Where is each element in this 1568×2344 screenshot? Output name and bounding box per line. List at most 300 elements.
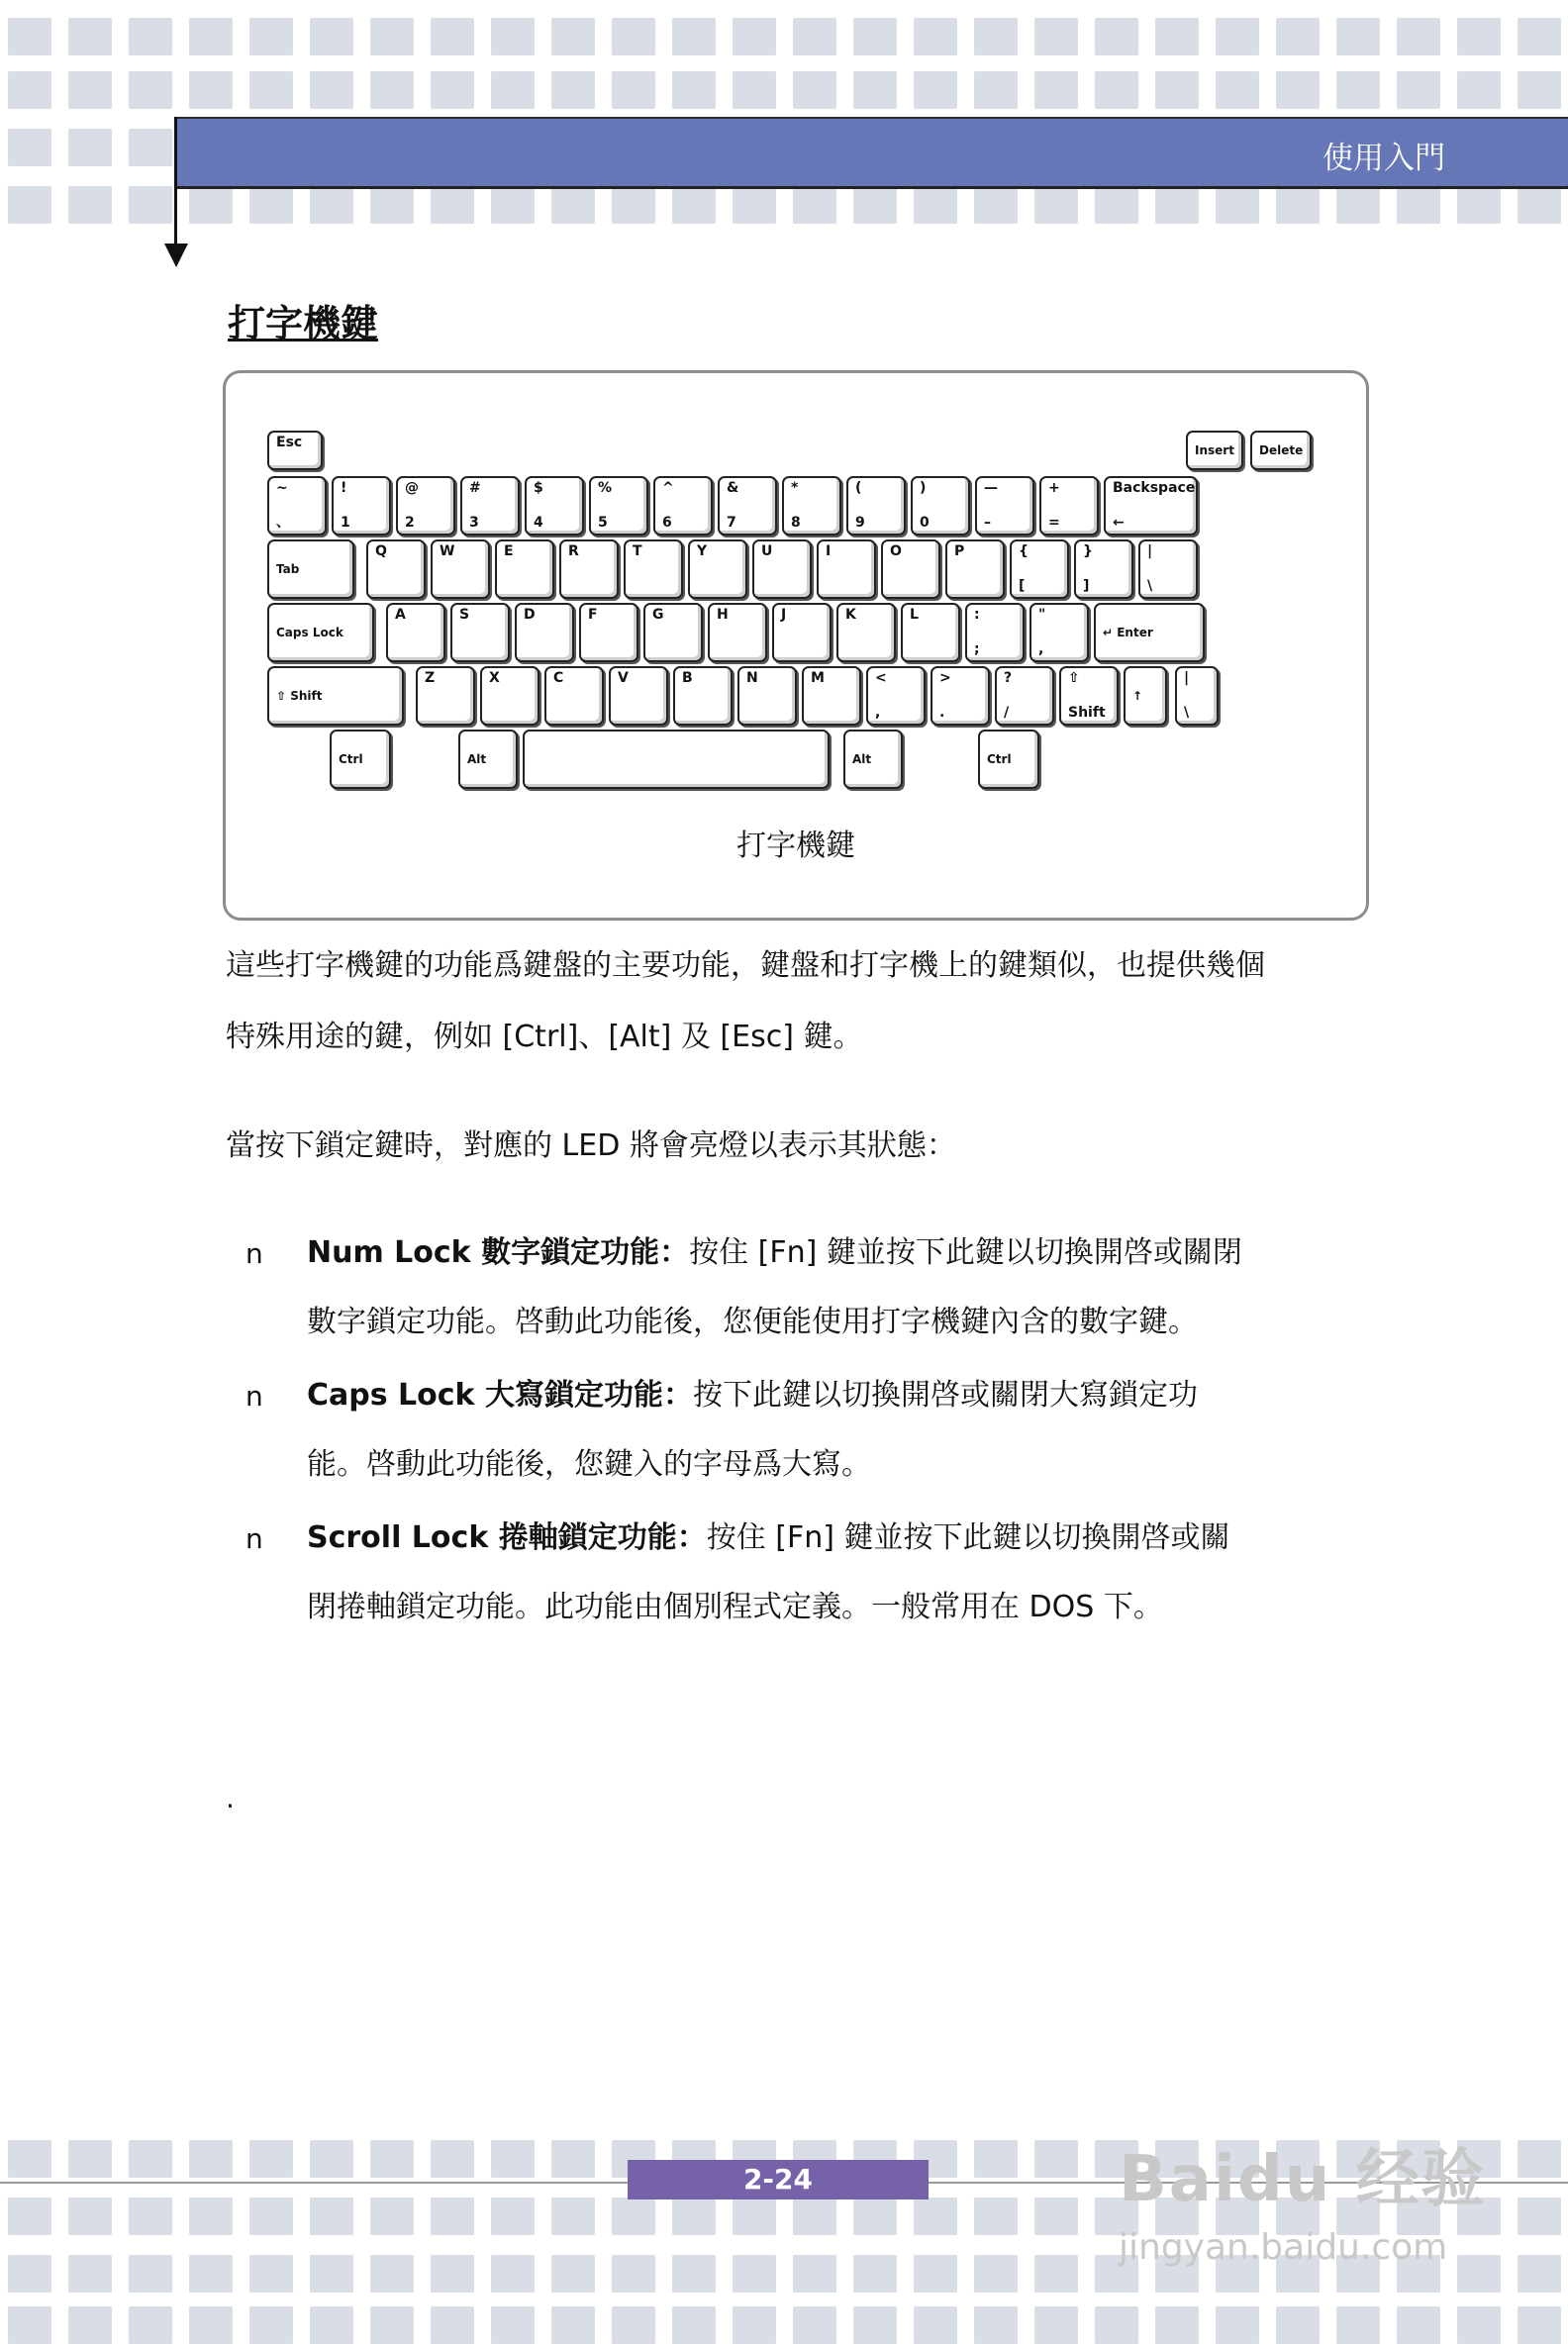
key-label: H: [717, 607, 729, 623]
tile: [68, 129, 112, 166]
key: [609, 666, 668, 726]
key: [589, 476, 648, 536]
key-arrow-up: [1124, 666, 1167, 726]
tile: [8, 2198, 51, 2235]
tile: [8, 18, 51, 55]
tile: [8, 2306, 51, 2344]
header-vertical-line: [174, 117, 177, 245]
figure-caption: 打字機鍵: [736, 829, 855, 863]
tile: [310, 2306, 353, 2344]
key: [624, 539, 683, 599]
key: [836, 603, 896, 662]
tile: [1155, 18, 1199, 55]
tile: [1397, 2306, 1440, 2344]
tile: [249, 186, 293, 224]
key-label: /: [1004, 705, 1010, 721]
key-caps-lock: [267, 603, 374, 662]
key: [881, 539, 940, 599]
tile: [612, 186, 655, 224]
paragraph-2: 當按下鎖定鍵時，對應的 LED 將會亮燈以表示其狀態：: [226, 1128, 956, 1163]
keyboard-figure: [223, 370, 1369, 921]
tile: [431, 2198, 474, 2235]
key-label: Insert: [1195, 443, 1234, 457]
key-label: ): [920, 480, 927, 496]
tile: [672, 18, 716, 55]
tile: [672, 2306, 716, 2344]
tile: [612, 18, 655, 55]
tile: [1336, 71, 1380, 109]
key-label: ↵ Enter: [1103, 626, 1153, 639]
key: [332, 476, 391, 536]
key-label: ⇧: [1068, 670, 1080, 686]
tile: [310, 71, 353, 109]
tile-row: [0, 2306, 1568, 2344]
key-label: B: [682, 670, 693, 686]
key-label: ←: [1113, 515, 1125, 531]
tile: [249, 18, 293, 55]
tile: [370, 18, 414, 55]
tile: [1276, 2306, 1320, 2344]
tile: [129, 186, 172, 224]
bullet-caps-lock-line-1: [307, 1378, 1198, 1414]
tile: [1518, 2198, 1561, 2235]
tile: [491, 71, 535, 109]
key: [846, 476, 906, 536]
tile: [612, 2255, 655, 2293]
tile: [1034, 2198, 1078, 2235]
key-label: ?: [1004, 670, 1013, 686]
key-label: :: [974, 607, 980, 623]
key-label: P: [954, 543, 965, 559]
tile: [370, 71, 414, 109]
key-enter: [1094, 603, 1205, 662]
key-label: Alt: [852, 752, 872, 766]
tile: [1034, 2140, 1078, 2178]
tile: [129, 2255, 172, 2293]
key: [1029, 603, 1089, 662]
tile: [853, 2198, 897, 2235]
tile: [551, 2198, 595, 2235]
key: [396, 476, 455, 536]
tile: [8, 71, 51, 109]
bullet-text: 按住 [Fn] 鍵並按下此鍵以切換開啓或關閉: [689, 1235, 1242, 1270]
key-label: S: [459, 607, 470, 623]
key-label: +: [1048, 480, 1060, 496]
key-label: U: [761, 543, 773, 559]
tile: [793, 2306, 836, 2344]
tile: [551, 186, 595, 224]
tile: [853, 18, 897, 55]
key: [901, 603, 960, 662]
tile: [129, 2306, 172, 2344]
tile: [310, 2198, 353, 2235]
key: [495, 539, 554, 599]
tile: [793, 18, 836, 55]
key: [460, 476, 520, 536]
key-label: Alt: [467, 752, 487, 766]
key-label: R: [568, 543, 579, 559]
key-label: Esc: [276, 435, 303, 450]
key-label: [: [1019, 578, 1026, 594]
key-label: <: [875, 670, 887, 686]
tile: [914, 71, 957, 109]
key: [911, 476, 970, 536]
key: [559, 539, 619, 599]
tile: [793, 71, 836, 109]
tile: [733, 186, 776, 224]
tile: [491, 2255, 535, 2293]
section-title: 打字機鍵: [228, 302, 379, 345]
key-label: —: [984, 480, 998, 496]
key-ctrl-left: [330, 730, 391, 789]
tile: [1518, 2255, 1561, 2293]
tile: [1034, 18, 1078, 55]
tile: [1095, 2306, 1138, 2344]
tile: [974, 2198, 1018, 2235]
tile: [1095, 18, 1138, 55]
key-label: ;: [974, 641, 980, 657]
tile: [249, 2198, 293, 2235]
tile: [491, 2306, 535, 2344]
key: [1039, 476, 1099, 536]
key-label: V: [618, 670, 629, 686]
tile: [853, 2306, 897, 2344]
tile: [1155, 186, 1199, 224]
tile: [249, 2255, 293, 2293]
key-label: ,: [875, 705, 881, 721]
key: [708, 603, 767, 662]
key-label: Ctrl: [339, 752, 363, 766]
tile: [1457, 2306, 1501, 2344]
key-label: Q: [375, 543, 387, 559]
tile: [491, 186, 535, 224]
tile: [1216, 71, 1259, 109]
key-label: N: [746, 670, 758, 686]
tile: [974, 2306, 1018, 2344]
key-label: L: [910, 607, 919, 623]
tile: [491, 18, 535, 55]
tile: [129, 18, 172, 55]
key: [752, 539, 812, 599]
bullet-title: Num Lock 數字鎖定功能：: [307, 1235, 690, 1270]
tile: [249, 71, 293, 109]
key-insert: [1186, 431, 1243, 470]
key-label: %: [598, 480, 613, 496]
tile: [914, 18, 957, 55]
header-title: 使用入門: [1323, 141, 1445, 176]
key: [995, 666, 1054, 726]
tile: [491, 2198, 535, 2235]
tile: [370, 2306, 414, 2344]
paragraph-1-line-2: 特殊用途的鍵，例如 [Ctrl]、[Alt] 及 [Esc] 鍵。: [226, 1020, 863, 1054]
bullet-marker: n: [245, 1522, 263, 1555]
key: [802, 666, 861, 726]
bullet-caps-lock-line-2: 能。啓動此功能後，您鍵入的字母爲大寫。: [307, 1447, 871, 1482]
bullet-marker: n: [245, 1380, 263, 1413]
tile-row: [0, 18, 1568, 55]
key-label: ,: [1038, 641, 1044, 657]
keyboard-diagram: [226, 373, 1366, 809]
tile: [1336, 186, 1380, 224]
tile: [8, 129, 51, 166]
key-label: Tab: [276, 562, 300, 576]
tile: [733, 2306, 776, 2344]
key-backslash: [1175, 666, 1219, 726]
tile: [1518, 186, 1561, 224]
tile: [1216, 18, 1259, 55]
tile: [129, 71, 172, 109]
tile: [249, 2140, 293, 2178]
key-label: K: [845, 607, 856, 623]
bullet-text: 按住 [Fn] 鍵並按下此鍵以切換開啓或關: [706, 1520, 1230, 1555]
tile: [370, 2140, 414, 2178]
key-tab: [267, 539, 354, 599]
tile: [189, 71, 233, 109]
key-label: 9: [855, 515, 865, 531]
tile: [249, 2306, 293, 2344]
key-label: 4: [534, 515, 543, 531]
key: [416, 666, 475, 726]
key-label: 1: [341, 515, 350, 531]
tile: [431, 186, 474, 224]
tile: [310, 2140, 353, 2178]
key: [480, 666, 539, 726]
key: [579, 603, 638, 662]
tile: [551, 2255, 595, 2293]
tile: [1518, 2140, 1561, 2178]
key: [653, 476, 713, 536]
tile: [974, 2255, 1018, 2293]
key-label: T: [633, 543, 642, 559]
key-label: ^: [662, 480, 674, 496]
paragraph-1-line-1: 這些打字機鍵的功能爲鍵盤的主要功能，鍵盤和打字機上的鍵類似，也提供幾個: [226, 948, 1265, 983]
key: [366, 539, 426, 599]
tile: [370, 186, 414, 224]
tile: [1518, 18, 1561, 55]
key-esc: [267, 431, 323, 470]
key-label: J: [781, 607, 787, 623]
key-label: I: [826, 543, 832, 559]
tile: [853, 2255, 897, 2293]
tile: [1034, 2306, 1078, 2344]
tile: [68, 2255, 112, 2293]
key: [688, 539, 747, 599]
bullet-marker: n: [245, 1237, 263, 1270]
tile: [733, 2255, 776, 2293]
key-label: Backspace: [1113, 480, 1196, 496]
key-label: O: [890, 543, 902, 559]
tile: [1518, 2306, 1561, 2344]
tile: [68, 2306, 112, 2344]
tile: [8, 2140, 51, 2178]
tile: [733, 2198, 776, 2235]
key-label: 8: [791, 515, 801, 531]
tile: [189, 2140, 233, 2178]
key: [643, 603, 703, 662]
tile: [1457, 186, 1501, 224]
tile: [733, 18, 776, 55]
key-alt-left: [458, 730, 518, 789]
key: [817, 539, 876, 599]
tile: [310, 2255, 353, 2293]
tile: [8, 186, 51, 224]
tile: [370, 2255, 414, 2293]
key: [515, 603, 574, 662]
tile: [68, 71, 112, 109]
tile: [551, 71, 595, 109]
key-label: \: [1184, 705, 1190, 721]
tile: [1397, 186, 1440, 224]
tile: [68, 186, 112, 224]
key-label: X: [489, 670, 500, 686]
key-label: 2: [405, 515, 415, 531]
bullet-num-lock-line-2: 數字鎖定功能。啓動此功能後，您便能使用打字機鍵內含的數字鍵。: [307, 1305, 1198, 1339]
key-label: ]: [1083, 578, 1090, 594]
tile: [793, 2198, 836, 2235]
tile: [1095, 71, 1138, 109]
key-label: E: [504, 543, 514, 559]
bullet-num-lock-line-1: [307, 1235, 1242, 1271]
tile: [310, 186, 353, 224]
key-label: #: [469, 480, 481, 496]
tile: [1336, 18, 1380, 55]
tile: [129, 129, 172, 166]
key-space: [523, 730, 830, 789]
tile: [672, 2255, 716, 2293]
key-label: $: [534, 480, 543, 496]
key-shift-left: [267, 666, 404, 726]
bullet-title: Caps Lock 大寫鎖定功能：: [307, 1378, 693, 1413]
tile: [1276, 186, 1320, 224]
tile: [431, 71, 474, 109]
tile: [612, 2306, 655, 2344]
key-label: *: [791, 480, 799, 496]
tile: [431, 18, 474, 55]
tile: [1276, 18, 1320, 55]
key-label: A: [395, 607, 406, 623]
tile: [853, 71, 897, 109]
key: [931, 666, 990, 726]
key-label: ": [1038, 607, 1046, 623]
key-ctrl-right: [978, 730, 1039, 789]
key-label: .: [939, 705, 945, 721]
key-label: !: [341, 480, 347, 496]
key-label: ~: [276, 480, 288, 496]
tile: [672, 71, 716, 109]
key-label: {: [1019, 543, 1029, 559]
tile: [612, 71, 655, 109]
tile: [1155, 2306, 1199, 2344]
tile: [551, 18, 595, 55]
key: [737, 666, 797, 726]
key-label: Delete: [1259, 443, 1304, 457]
key: [965, 603, 1025, 662]
tile: [1457, 18, 1501, 55]
key: [1010, 539, 1069, 599]
key: [1138, 539, 1198, 599]
key: [450, 603, 510, 662]
key-delete: [1250, 431, 1312, 470]
down-arrow-icon: [164, 244, 188, 267]
tile: [189, 2306, 233, 2344]
key-label: M: [811, 670, 825, 686]
key: [866, 666, 926, 726]
tile: [68, 2198, 112, 2235]
tile: [1216, 2306, 1259, 2344]
key-label: –: [984, 515, 991, 531]
tile: [793, 186, 836, 224]
bullet-text: 按下此鍵以切換開啓或關閉大寫鎖定功: [692, 1378, 1198, 1413]
tile: [129, 2140, 172, 2178]
tile: [491, 2140, 535, 2178]
trailing-dot: .: [226, 1782, 235, 1814]
tile: [974, 71, 1018, 109]
page-number: 2-24: [628, 2160, 929, 2199]
tile: [974, 186, 1018, 224]
tile: [129, 2198, 172, 2235]
tile: [1095, 186, 1138, 224]
key-label: G: [652, 607, 664, 623]
key-label: 5: [598, 515, 608, 531]
key-label: &: [727, 480, 739, 496]
watermark-logo: Baidu 经验: [1119, 2143, 1487, 2216]
tile: [1034, 71, 1078, 109]
key-label: \: [1147, 578, 1153, 594]
key-label: 7: [727, 515, 736, 531]
key-label: 、: [276, 515, 290, 531]
key-label: =: [1048, 515, 1060, 531]
tile: [68, 2140, 112, 2178]
tile: [1034, 2255, 1078, 2293]
tile: [914, 2198, 957, 2235]
key-label: @: [405, 480, 419, 496]
key-label: Z: [425, 670, 436, 686]
bullet-title: Scroll Lock 捲軸鎖定功能：: [307, 1520, 707, 1555]
tile: [1155, 71, 1199, 109]
tile: [1034, 186, 1078, 224]
key: [544, 666, 604, 726]
header-band: [176, 117, 1568, 189]
key-backspace: [1104, 476, 1198, 536]
tile: [733, 71, 776, 109]
tile: [310, 18, 353, 55]
tile: [793, 2255, 836, 2293]
key: [267, 476, 327, 536]
bullet-scroll-lock-line-2: 閉捲軸鎖定功能。此功能由個別程式定義。一般常用在 DOS 下。: [307, 1590, 1163, 1624]
watermark-url: jingyan.baidu.com: [1119, 2227, 1448, 2268]
key-label: W: [440, 543, 455, 559]
tile: [974, 18, 1018, 55]
key: [386, 603, 445, 662]
key: [431, 539, 490, 599]
tile: [551, 2140, 595, 2178]
key-label: Ctrl: [987, 752, 1012, 766]
tile: [1216, 186, 1259, 224]
tile: [189, 2255, 233, 2293]
key: [772, 603, 832, 662]
bullet-scroll-lock-line-1: [307, 1520, 1229, 1556]
key-label: Caps Lock: [276, 626, 343, 639]
key-label: 0: [920, 515, 930, 531]
tile: [914, 2306, 957, 2344]
tile: [612, 2198, 655, 2235]
tile: [1457, 71, 1501, 109]
tile: [370, 2198, 414, 2235]
key-label: |: [1184, 670, 1190, 686]
tile: [1336, 2306, 1380, 2344]
key: [673, 666, 733, 726]
tile: [551, 2306, 595, 2344]
